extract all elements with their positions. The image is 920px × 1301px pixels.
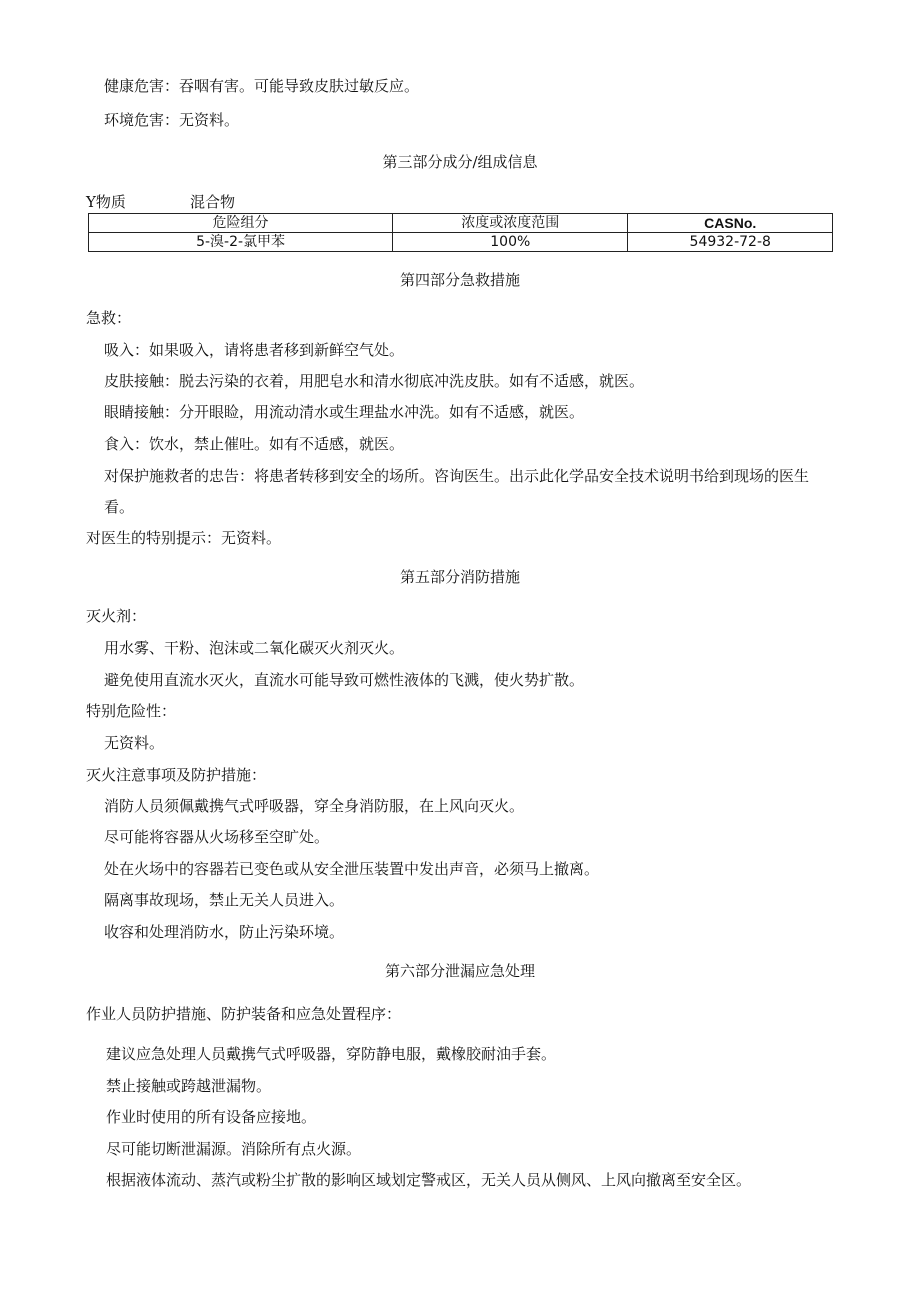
fire-precaution-item: 隔离事故现场，禁止无关人员进入。 bbox=[104, 891, 345, 909]
fire-precaution-item: 尽可能将容器从火场移至空旷处。 bbox=[104, 828, 330, 846]
doctor-note: 对医生的特别提示：无资料。 bbox=[86, 529, 282, 547]
first-aid-inhale: 吸入：如果吸入，请将患者移到新鲜空气处。 bbox=[104, 341, 405, 359]
table-header-row bbox=[89, 214, 833, 233]
section-3-title: 第三部分成分/组成信息 bbox=[382, 153, 538, 171]
extinguishing-agent-label: 灭火剂： bbox=[86, 607, 147, 625]
composition-table bbox=[88, 213, 833, 252]
section-6-title: 第六部分泄漏应急处理 bbox=[384, 962, 535, 980]
first-aid-advice-line-1: 对保护施救者的忠告：将患者转移到安全的场所。咨询医生。出示此化学品安全技术说明书给到现场的医生 bbox=[104, 467, 810, 485]
spill-item: 作业时使用的所有设备应接地。 bbox=[106, 1108, 317, 1126]
extinguishing-agent-2: 避免使用直流水灭火，直流水可能导致可燃性液体的飞溅，使火势扩散。 bbox=[104, 671, 585, 689]
fire-precaution-item: 处在火场中的容器若已变色或从安全泄压装置中发出声音，必须马上撤离。 bbox=[104, 860, 600, 878]
first-aid-label: 急救： bbox=[86, 309, 132, 327]
cell-component: 5-溴-2-氯甲苯 bbox=[89, 233, 393, 252]
special-hazard-1: 无资料。 bbox=[104, 734, 165, 752]
table-row bbox=[89, 233, 833, 252]
spill-procedure-label: 作业人员防护措施、防护装备和应急处置程序： bbox=[86, 1005, 402, 1023]
substance-value: 混合物 bbox=[190, 193, 236, 211]
extinguishing-agent-1: 用水雾、干粉、泡沫或二氧化碳灭火剂灭火。 bbox=[104, 639, 405, 657]
health-hazard-text: 健康危害：吞咽有害。可能导致皮肤过敏反应。 bbox=[104, 77, 420, 95]
section-4-title: 第四部分急救措施 bbox=[399, 271, 520, 289]
spill-item: 建议应急处理人员戴携气式呼吸器，穿防静电服，戴橡胶耐油手套。 bbox=[106, 1045, 557, 1063]
fire-precaution-item: 消防人员须佩戴携气式呼吸器，穿全身消防服，在上风向灭火。 bbox=[104, 797, 525, 815]
header-cas: CASNo. bbox=[628, 214, 833, 233]
substance-label: Y物质 bbox=[86, 193, 126, 211]
first-aid-skin: 皮肤接触：脱去污染的衣着，用肥皂水和清水彻底冲洗皮肤。如有不适感，就医。 bbox=[104, 372, 645, 390]
header-concentration: 浓度或浓度范围 bbox=[393, 214, 628, 233]
first-aid-eye: 眼睛接触：分开眼睑，用流动清水或生理盐水冲洗。如有不适感，就医。 bbox=[104, 403, 585, 421]
spill-item: 禁止接触或跨越泄漏物。 bbox=[106, 1077, 272, 1095]
environment-hazard-text: 环境危害：无资料。 bbox=[104, 111, 240, 129]
first-aid-advice-line-2: 看。 bbox=[104, 498, 135, 516]
first-aid-ingest: 食入：饮水，禁止催吐。如有不适感，就医。 bbox=[104, 435, 405, 453]
spill-item: 尽可能切断泄漏源。消除所有点火源。 bbox=[106, 1140, 362, 1158]
special-hazard-label: 特别危险性： bbox=[86, 702, 177, 720]
cell-cas: 54932-72-8 bbox=[628, 233, 833, 252]
fire-precaution-label: 灭火注意事项及防护措施： bbox=[86, 766, 267, 784]
section-5-title: 第五部分消防措施 bbox=[399, 568, 520, 586]
spill-item: 根据液体流动、蒸汽或粉尘扩散的影响区域划定警戒区，无关人员从侧风、上风向撤离至安全区。 bbox=[106, 1171, 752, 1189]
cell-concentration: 100% bbox=[393, 233, 628, 252]
fire-precaution-item: 收容和处理消防水，防止污染环境。 bbox=[104, 923, 345, 941]
header-component: 危险组分 bbox=[89, 214, 393, 233]
